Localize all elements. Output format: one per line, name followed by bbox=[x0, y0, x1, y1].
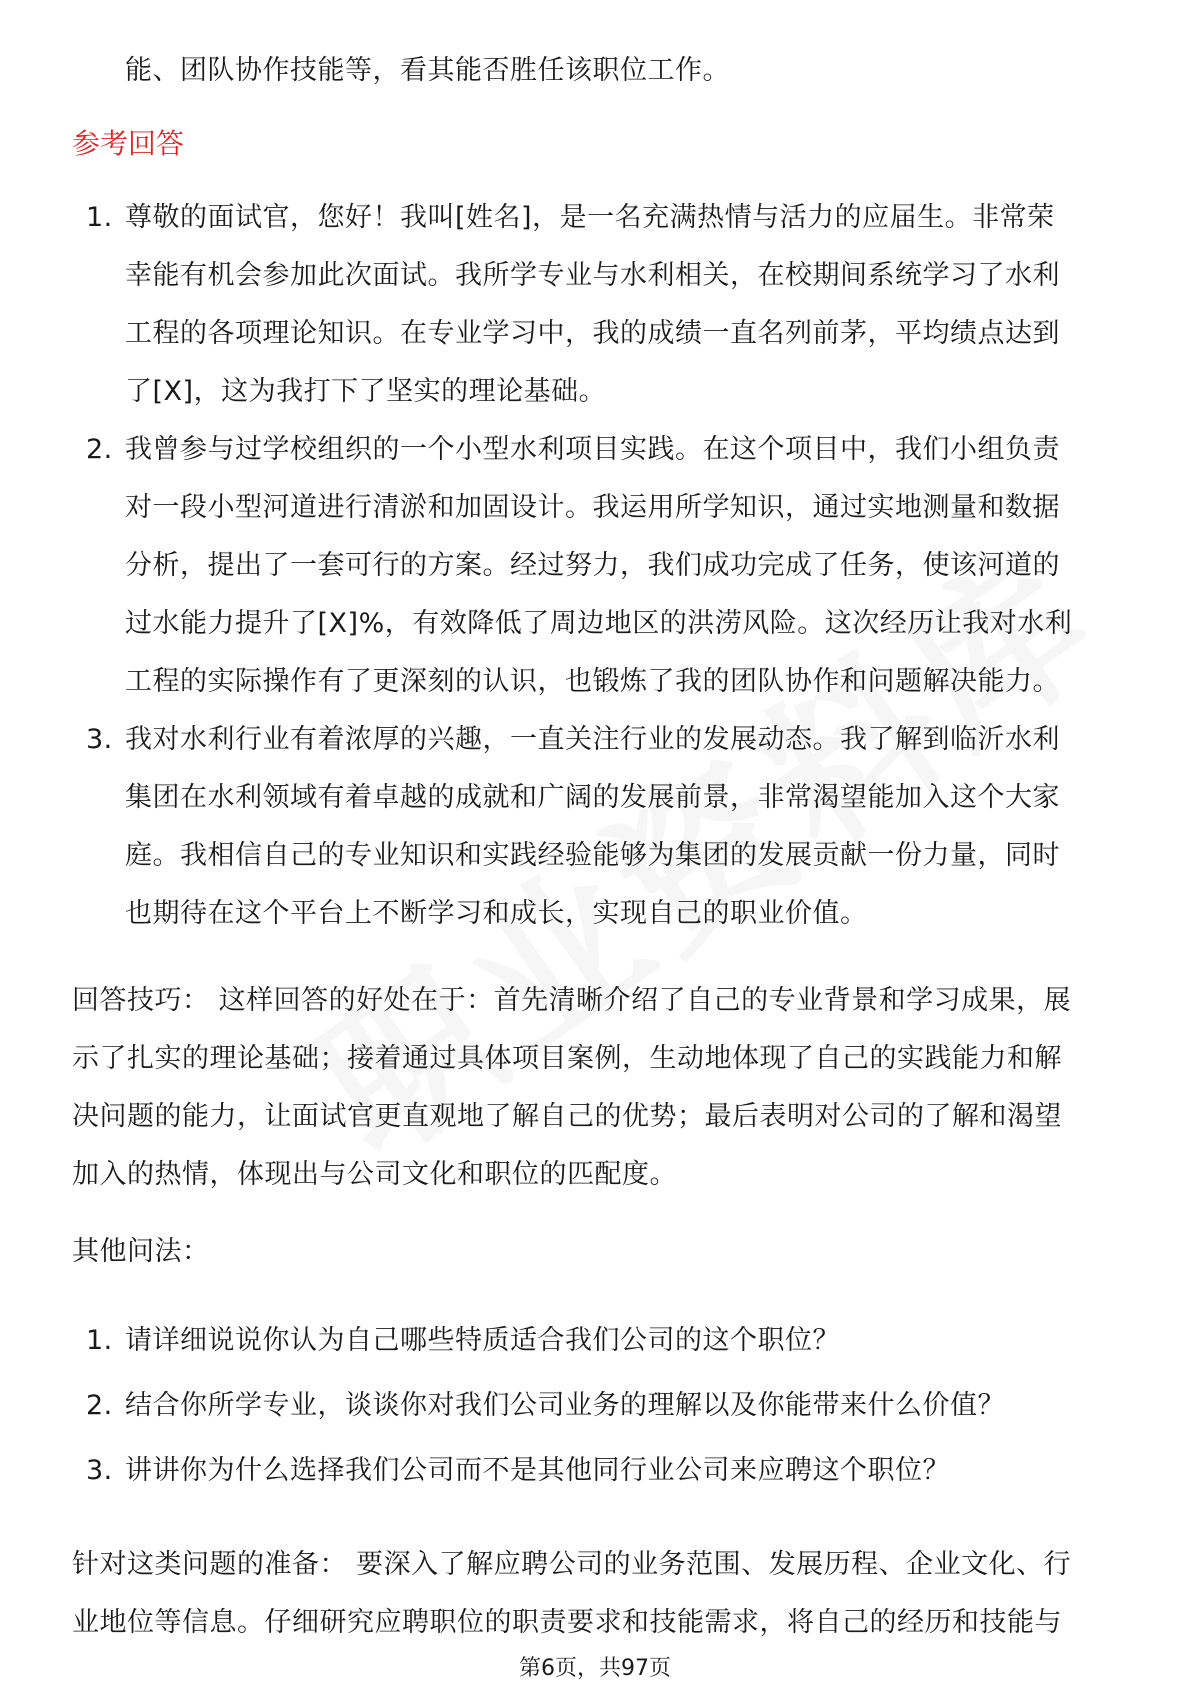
answer-line: 了[X]，这为我打下了坚实的理论基础。 bbox=[125, 376, 607, 407]
preparation-paragraph bbox=[72, 1536, 1122, 1652]
list-number: 3. bbox=[86, 724, 113, 755]
list-item bbox=[72, 1377, 1122, 1435]
list-number: 3. bbox=[86, 1455, 113, 1486]
tips-line: 加入的热情，体现出与公司文化和职位的匹配度。 bbox=[72, 1159, 677, 1190]
tips-line: 回答技巧： 这样回答的好处在于：首先清晰介绍了自己的专业背景和学习成果，展 bbox=[72, 985, 1072, 1016]
answer-line: 庭。我相信自己的专业知识和实践经验能够为集团的发展贡献一份力量，同时 bbox=[125, 840, 1060, 871]
list-item bbox=[72, 189, 1122, 421]
other-questions-label: 其他问法： bbox=[72, 1236, 210, 1267]
intro-continuation: 能、团队协作技能等，看其能否胜任该职位工作。 bbox=[125, 55, 730, 86]
reference-answer-list bbox=[72, 189, 1122, 943]
answer-line: 尊敬的面试官，您好！我叫[姓名]，是一名充满热情与活力的应届生。非常荣 bbox=[125, 202, 1055, 233]
preparation-line: 业地位等信息。仔细研究应聘职位的职责要求和技能需求，将自己的经历和技能与 bbox=[72, 1607, 1062, 1638]
answer-tips-paragraph bbox=[72, 972, 1122, 1204]
question-text: 请详细说说你认为自己哪些特质适合我们公司的这个职位？ bbox=[125, 1325, 840, 1356]
list-number: 1. bbox=[86, 202, 113, 233]
other-questions-list bbox=[72, 1312, 1122, 1507]
list-item bbox=[72, 711, 1122, 943]
section-heading-reference-answer: 参考回答 bbox=[72, 127, 185, 160]
preparation-line: 针对这类问题的准备： 要深入了解应聘公司的业务范围、发展历程、企业文化、行 bbox=[72, 1549, 1072, 1580]
answer-line: 过水能力提升了[X]%，有效降低了周边地区的洪涝风险。这次经历让我对水利 bbox=[125, 608, 1073, 639]
tips-line: 示了扎实的理论基础；接着通过具体项目案例，生动地体现了自己的实践能力和解 bbox=[72, 1043, 1062, 1074]
answer-line: 工程的实际操作有了更深刻的认识，也锻炼了我的团队协作和问题解决能力。 bbox=[125, 666, 1060, 697]
list-number: 1. bbox=[86, 1325, 113, 1356]
answer-line: 集团在水利领域有着卓越的成就和广阔的发展前景，非常渴望能加入这个大家 bbox=[125, 782, 1060, 813]
answer-line: 对一段小型河道进行清淤和加固设计。我运用所学知识，通过实地测量和数据 bbox=[125, 492, 1060, 523]
answer-line: 分析，提出了一套可行的方案。经过努力，我们成功完成了任务，使该河道的 bbox=[125, 550, 1060, 581]
answer-line: 我曾参与过学校组织的一个小型水利项目实践。在这个项目中，我们小组负责 bbox=[125, 434, 1060, 465]
list-number: 2. bbox=[86, 434, 113, 465]
answer-line: 我对水利行业有着浓厚的兴趣，一直关注行业的发展动态。我了解到临沂水利 bbox=[125, 724, 1060, 755]
question-text: 结合你所学专业，谈谈你对我们公司业务的理解以及你能带来什么价值？ bbox=[125, 1390, 1005, 1421]
answer-line: 工程的各项理论知识。在专业学习中，我的成绩一直名列前茅，平均绩点达到 bbox=[125, 318, 1060, 349]
list-item bbox=[72, 1442, 1122, 1500]
question-text: 讲讲你为什么选择我们公司而不是其他同行业公司来应聘这个职位？ bbox=[125, 1455, 950, 1486]
list-number: 2. bbox=[86, 1390, 113, 1421]
tips-line: 决问题的能力，让面试官更直观地了解自己的优势；最后表明对公司的了解和渴望 bbox=[72, 1101, 1062, 1132]
list-item bbox=[72, 421, 1122, 711]
answer-line: 幸能有机会参加此次面试。我所学专业与水利相关，在校期间系统学习了水利 bbox=[125, 260, 1060, 291]
page-number-footer: 第6页，共97页 bbox=[519, 1656, 671, 1681]
list-item bbox=[72, 1312, 1122, 1370]
answer-line: 也期待在这个平台上不断学习和成长，实现自己的职业价值。 bbox=[125, 898, 868, 929]
